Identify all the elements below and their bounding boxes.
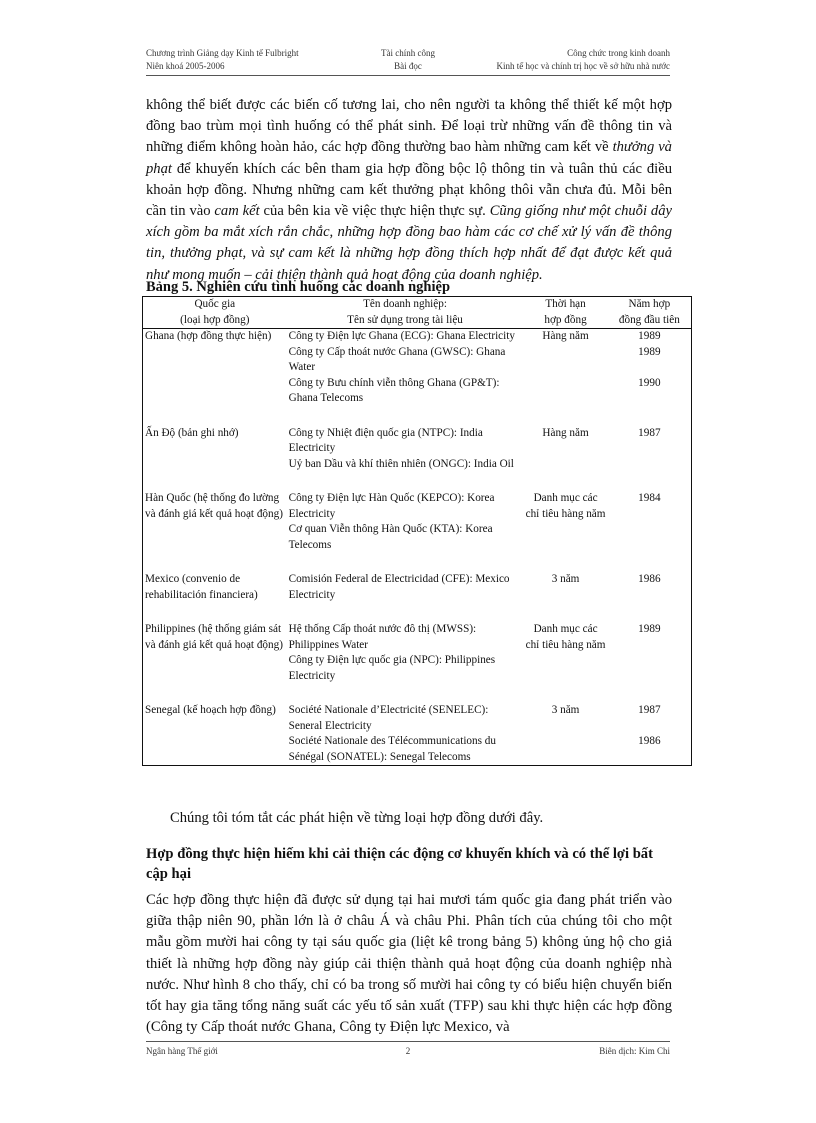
header-doc-type: Bài đọc: [394, 60, 422, 71]
cell-term: Danh mục các chỉ tiêu hàng năm: [525, 492, 606, 520]
footer-publisher: Ngân hàng Thế giới: [146, 1046, 218, 1056]
table-header-row: [143, 297, 692, 329]
table-row: [143, 491, 692, 522]
table-row: [143, 426, 692, 457]
cell-country: Ghana (hợp đồng thực hiện): [145, 330, 272, 342]
cell-company: Société Nationale des Télécommunications du Sénégal (SONATEL): Senegal Telecoms: [288, 735, 496, 763]
table-row: [143, 734, 692, 766]
table-row: [143, 522, 692, 553]
cell-country: [143, 457, 287, 473]
cell-company: Công ty Điện lực quốc gia (NPC): Philippines Electricity: [288, 654, 496, 682]
cell-term: [523, 345, 607, 376]
header-company: [287, 297, 524, 329]
table-spacer: [143, 472, 692, 491]
footer-translator: Biên dịch: Kim Chi: [599, 1046, 670, 1056]
cell-year: 1987: [638, 704, 661, 716]
header-course: Tài chính công: [381, 48, 435, 58]
section-heading: Hợp đồng thực hiện hiếm khi cải thiện các động cơ khuyến khích và có thể lợi bất cập hại: [146, 846, 653, 882]
paragraph-text: không thể biết được các biến cố tương lai, cho nên người ta không thể thiết kế một hợp đồng bao trùm mọi tình huống có thể phát sinh. Để loại trừ những vấn đề thông tin và những điểm không hoàn hảo, các hợp đồng thường bao hàm những cam kết về: [146, 97, 672, 156]
cell-country: Senegal (kế hoạch hợp đồng): [145, 704, 276, 716]
cell-year: 1989: [638, 345, 661, 358]
page-number: 2: [405, 1046, 411, 1056]
header-label: Năm hợp: [628, 298, 671, 310]
cell-company: Công ty Điện lực Ghana (ECG): Ghana Electricity: [288, 330, 515, 342]
table-row: [143, 376, 692, 407]
cell-year: 1989: [638, 623, 661, 635]
cell-country: [143, 345, 287, 376]
header-label: Quốc gia: [194, 298, 236, 310]
cell-year: 1990: [638, 376, 661, 389]
cell-country: [143, 376, 287, 407]
cell-term: Hàng năm: [542, 426, 589, 439]
cell-year: [608, 457, 692, 473]
header-label: Tên doanh nghiệp:: [363, 298, 447, 310]
cell-country: [143, 734, 287, 766]
paragraph-text: để khuyến khích các bên tham gia hợp đồng bộc lộ thông tin và tuân thủ các điều khoản hợp đồng. Nhưng những cam kết thưởng phạt không thôi vẫn chưa đủ. Mỗi bên cần tin vào: [146, 160, 672, 220]
cell-country: Ấn Độ (bản ghi nhớ): [145, 426, 239, 439]
cell-country: Hàn Quốc (hệ thống đo lường và đánh giá kết quả hoạt động): [145, 492, 283, 520]
table-row: [143, 345, 692, 376]
cell-year: 1986: [638, 573, 661, 585]
cell-company: Công ty Nhiệt điện quốc gia (NTPC): India Electricity: [288, 426, 483, 454]
body-paragraph-2: Chúng tôi tóm tắt các phát hiện về từng loại hợp đồng dưới đây.: [170, 810, 544, 826]
footer-divider: [146, 1041, 670, 1042]
cell-year: 1986: [638, 735, 661, 747]
table-spacer: [143, 407, 692, 426]
body-paragraph-3: Các hợp đồng thực hiện đã được sử dụng tại hai mươi tám quốc gia đang phát triển vào giữa thập niên 90, phần lớn là ở châu Á và châu Phi. Phân tích của chúng tôi cho một mẫu gồm mười hai công ty tại sáu quốc gia (liệt kê trong bảng 5) không ủng hộ cho giả thiết là những hợp đồng này giúp cải thiện thành quả hoạt động của doanh nghiệp nhà nước. Như hình 8 cho thấy, chỉ có ba trong số mười hai công ty có biểu hiện chuyển biến tốt hay gia tăng tổng năng suất các yếu tố sản xuất (TFP) sau khi thực hiện các hợp đồng (Công ty Cấp thoát nước Ghana, Công ty Điện lực Mexico, và: [146, 892, 672, 1036]
table-row: [143, 457, 692, 473]
cell-company: Uỷ ban Dầu và khí thiên nhiên (ONGC): India Oil: [288, 457, 514, 470]
cell-term: [523, 734, 607, 766]
header-subtitle: Kinh tế học và chính trị học về sở hữu nhà nước: [496, 60, 670, 71]
cell-year: [608, 522, 692, 553]
paragraph-text: của bên kia về việc thực hiện thực sự.: [259, 203, 490, 220]
cell-country: Philippines (hệ thống giám sát và đánh giá kết quả hoạt động): [145, 623, 283, 651]
paragraph-emphasis: Cũng giống như một chuỗi dây xích gồm ba mắt xích rắn chắc, những hợp đồng bao hàm các cơ chế xử lý vấn đề thông tin, thưởng phạt, và sự cam kết là những hợp đồng thích hợp nhất để đạt được kết quả như mong muốn – cải thiện thành quả hoạt động của doanh nghiệp.: [146, 203, 672, 283]
cell-term: 3 năm: [551, 704, 580, 716]
cell-company: Công ty Cấp thoát nước Ghana (GWSC): Ghana Water: [288, 345, 506, 373]
header-label: đồng đầu tiên: [618, 313, 680, 326]
header-country: [143, 297, 287, 329]
page-footer: [146, 1046, 670, 1060]
table-spacer: [143, 603, 692, 622]
cell-term: 3 năm: [551, 573, 580, 585]
cell-year: 1989: [638, 330, 661, 342]
header-program: Chương trình Giảng dạy Kinh tế Fulbright: [146, 48, 299, 58]
header-title: Công chức trong kinh doanh: [567, 48, 670, 58]
cell-company: Công ty Điện lực Hàn Quốc (KEPCO): Korea Electricity: [288, 492, 495, 520]
header-label: Tên sử dụng trong tài liệu: [347, 313, 463, 326]
table-row: [143, 329, 692, 345]
cell-company: Comisión Federal de Electricidad (CFE): Mexico Electricity: [288, 573, 510, 601]
header-right: [497, 47, 670, 72]
header-year: Niên khoá 2005-2006: [146, 60, 225, 71]
cell-company: Công ty Bưu chính viễn thông Ghana (GP&T): Ghana Telecoms: [288, 376, 500, 404]
header-divider: [146, 75, 670, 76]
cell-term: Danh mục các chỉ tiêu hàng năm: [525, 623, 606, 651]
table-spacer: [143, 684, 692, 703]
cell-company: Société Nationale d’Electricité (SENELEC): Seneral Electricity: [288, 704, 489, 732]
cell-year: 1987: [638, 426, 661, 439]
cell-year: 1984: [638, 492, 661, 504]
page-header: [146, 47, 670, 73]
cell-country: [143, 522, 287, 553]
header-year: [608, 297, 692, 329]
header-label: Thời hạn: [545, 298, 586, 310]
table-row: [143, 622, 692, 653]
header-label: hợp đồng: [544, 313, 587, 326]
paragraph-emphasis: thưởng và phạt: [146, 139, 672, 177]
cell-year: [608, 653, 692, 684]
table-row: [143, 703, 692, 734]
header-label: (loại hợp đồng): [180, 313, 250, 326]
cell-term: [523, 376, 607, 407]
table-spacer: [143, 553, 692, 572]
cell-term: [523, 457, 607, 473]
cell-country: Mexico (convenio de rehabilitación financiera): [145, 573, 258, 601]
cell-term: Hàng năm: [542, 330, 589, 342]
header-term: [523, 297, 607, 329]
case-study-table: [142, 296, 692, 766]
cell-company: Hệ thống Cấp thoát nước đô thị (MWSS): Philippines Water: [288, 623, 477, 651]
table-caption: Bảng 5. Nghiên cứu tình huống các doanh nghiệp: [146, 279, 451, 295]
paragraph-emphasis: cam kết: [214, 203, 260, 220]
cell-company: Cơ quan Viễn thông Hàn Quốc (KTA): Korea Telecoms: [288, 523, 493, 551]
table-row: [143, 572, 692, 603]
body-paragraph-1: [146, 95, 672, 286]
